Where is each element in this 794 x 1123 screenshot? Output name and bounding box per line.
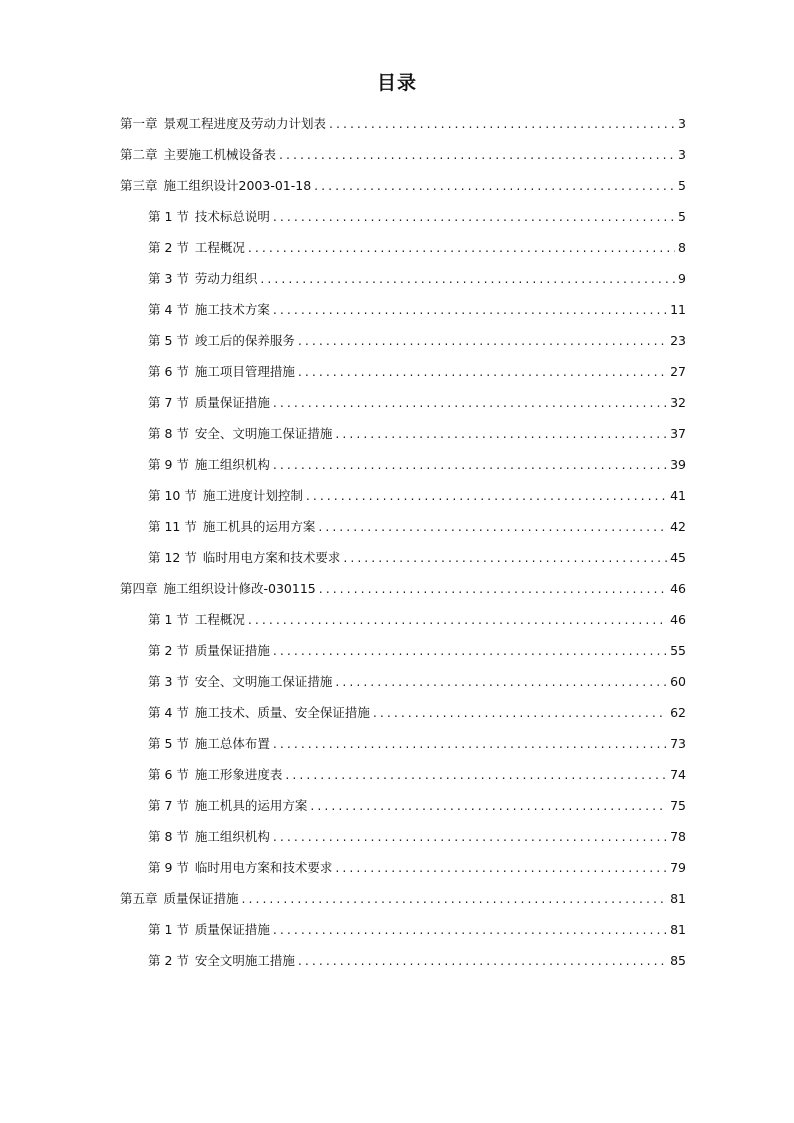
toc-entry-text: 施工机具的运用方案 [194,797,308,813]
toc-entry[interactable] [120,759,686,790]
toc-page-number: 27 [670,363,686,379]
toc-dot-leader [273,643,667,659]
toc-entry-label [148,209,270,225]
toc-entry-text: 施工机具的运用方案 [202,518,316,534]
toc-entry-number: 第 6 节 [148,363,189,379]
toc-entry-number: 第 11 节 [148,518,197,534]
toc-entry-text: 施工技术、质量、安全保证措施 [194,704,370,720]
toc-entry-number: 第 2 节 [148,239,189,255]
toc-entry-number: 第 1 节 [148,208,189,224]
toc-page-number: 32 [670,394,686,410]
toc-entry[interactable] [120,666,686,697]
toc-page-number: 9 [678,270,686,286]
toc-page-number: 42 [670,518,686,534]
toc-entry[interactable] [120,480,686,511]
toc-entry[interactable] [120,387,686,418]
toc-entry-label [148,488,303,504]
toc-page-number: 62 [670,704,686,720]
toc-entry[interactable] [120,201,686,232]
toc-entry-number: 第 3 节 [148,270,189,286]
toc-entry-text: 技术标总说明 [194,208,270,224]
toc-entry-text: 施工进度计划控制 [202,487,303,503]
toc-entry-label [148,612,245,628]
toc-page-number: 3 [678,146,686,162]
toc-dot-leader [298,953,667,969]
toc-page-number: 55 [670,642,686,658]
toc-entry-number: 第 9 节 [148,456,189,472]
toc-entry-label [148,860,332,876]
toc-entry-text: 安全文明施工措施 [194,952,295,968]
toc-entry-label [148,426,332,442]
toc-entry[interactable] [120,852,686,883]
toc-entry-label [148,767,282,783]
toc-page-number: 60 [670,673,686,689]
toc-entry-label [148,271,257,287]
toc-dot-leader [260,271,675,287]
toc-entry-text: 施工项目管理措施 [194,363,295,379]
toc-entry-label [148,953,295,969]
toc-entry-text: 质量保证措施 [194,921,270,937]
toc-entry-text: 质量保证措施 [163,890,239,906]
toc-entry-label [120,581,316,597]
toc-entry-label [148,519,315,535]
toc-entry-text: 临时用电方案和技术要求 [202,549,341,565]
toc-entry-number: 第 1 节 [148,921,189,937]
toc-entry-number: 第四章 [120,580,158,596]
toc-entry-label [148,457,270,473]
toc-dot-leader [314,178,675,194]
toc-dot-leader [335,426,667,442]
toc-page-number: 85 [670,952,686,968]
toc-dot-leader [335,860,667,876]
toc-entry-label [148,302,270,318]
toc-entry[interactable] [120,697,686,728]
toc-entry[interactable] [120,511,686,542]
toc-entry-number: 第 2 节 [148,952,189,968]
toc-entry-label [148,550,340,566]
toc-dot-leader [242,891,668,907]
toc-entry-text: 竣工后的保养服务 [194,332,295,348]
toc-entry-label [148,395,270,411]
toc-dot-leader [279,147,675,163]
toc-dot-leader [318,519,667,535]
toc-page-number: 75 [670,797,686,813]
toc-page-number: 3 [678,115,686,131]
page-title: 目录 [376,72,417,94]
toc-entry-number: 第一章 [120,115,158,131]
toc-page-number: 41 [670,487,686,503]
toc-entry-text: 施工组织设计2003-01-18 [163,177,312,193]
toc-entry[interactable] [120,263,686,294]
toc-entry[interactable] [120,573,686,604]
toc-dot-leader [285,767,667,783]
toc-entry-number: 第 4 节 [148,301,189,317]
table-of-contents [120,108,686,976]
toc-page-number: 74 [670,766,686,782]
toc-entry-text: 景观工程进度及劳动力计划表 [163,115,327,131]
toc-dot-leader [273,457,667,473]
toc-entry-label [148,333,295,349]
toc-entry-number: 第 8 节 [148,425,189,441]
toc-entry-text: 施工形象进度表 [194,766,283,782]
toc-entry-number: 第 1 节 [148,611,189,627]
toc-entry-number: 第三章 [120,177,158,193]
toc-entry-text: 质量保证措施 [194,642,270,658]
toc-entry-label [120,178,311,194]
toc-dot-leader [319,581,667,597]
toc-page-number: 11 [670,301,686,317]
toc-entry[interactable] [120,170,686,201]
toc-dot-leader [273,302,667,318]
toc-page-number: 78 [670,828,686,844]
toc-page-number: 46 [670,611,686,627]
toc-dot-leader [310,798,667,814]
toc-dot-leader [306,488,667,504]
toc-entry-label [148,364,295,380]
toc-entry-text: 劳动力组织 [194,270,258,286]
toc-entry-text: 施工组织机构 [194,828,270,844]
toc-entry[interactable] [120,108,686,139]
toc-entry-label [148,829,270,845]
toc-entry-text: 安全、文明施工保证措施 [194,425,333,441]
toc-entry-label [120,147,276,163]
toc-entry-text: 施工组织设计修改-030115 [163,580,316,596]
toc-entry[interactable] [120,232,686,263]
toc-entry-number: 第 4 节 [148,704,189,720]
toc-entry-text: 工程概况 [194,239,245,255]
toc-dot-leader [273,829,667,845]
toc-dot-leader [273,736,667,752]
toc-dot-leader [273,209,675,225]
toc-entry[interactable] [120,821,686,852]
toc-entry-number: 第 3 节 [148,673,189,689]
toc-entry[interactable] [120,356,686,387]
toc-entry-text: 施工技术方案 [194,301,270,317]
toc-entry-text: 主要施工机械设备表 [163,146,277,162]
toc-entry-number: 第 12 节 [148,549,197,565]
toc-dot-leader [248,612,667,628]
toc-dot-leader [298,364,667,380]
toc-entry-label [120,891,239,907]
toc-entry[interactable] [120,325,686,356]
toc-entry[interactable] [120,883,686,914]
toc-entry-text: 施工组织机构 [194,456,270,472]
toc-entry-label [148,922,270,938]
toc-dot-leader [329,116,675,132]
toc-entry-number: 第 7 节 [148,394,189,410]
toc-entry[interactable] [120,914,686,945]
toc-page-number: 37 [670,425,686,441]
toc-entry-number: 第 9 节 [148,859,189,875]
toc-entry-number: 第 5 节 [148,332,189,348]
toc-entry-label [148,705,370,721]
toc-page-number: 46 [670,580,686,596]
toc-entry-text: 施工总体布置 [194,735,270,751]
toc-dot-leader [273,395,667,411]
toc-page-number: 5 [678,177,686,193]
toc-entry-number: 第 5 节 [148,735,189,751]
toc-page-number: 39 [670,456,686,472]
toc-entry[interactable] [120,418,686,449]
toc-dot-leader [335,674,667,690]
toc-entry-label [148,674,332,690]
toc-entry-number: 第 6 节 [148,766,189,782]
toc-entry[interactable] [120,728,686,759]
toc-entry-text: 安全、文明施工保证措施 [194,673,333,689]
toc-entry-text: 质量保证措施 [194,394,270,410]
toc-dot-leader [343,550,667,566]
toc-entry[interactable] [120,790,686,821]
toc-entry-label [120,116,326,132]
toc-entry-label [148,736,270,752]
toc-entry-number: 第 7 节 [148,797,189,813]
toc-entry-number: 第二章 [120,146,158,162]
toc-entry[interactable] [120,449,686,480]
toc-page-number: 79 [670,859,686,875]
toc-dot-leader [273,922,667,938]
toc-entry-number: 第 8 节 [148,828,189,844]
toc-dot-leader [373,705,667,721]
toc-page-number: 81 [670,921,686,937]
toc-entry[interactable] [120,604,686,635]
toc-entry[interactable] [120,635,686,666]
toc-entry-text: 工程概况 [194,611,245,627]
toc-entry[interactable] [120,945,686,976]
toc-entry-text: 临时用电方案和技术要求 [194,859,333,875]
toc-page-number: 23 [670,332,686,348]
toc-entry[interactable] [120,139,686,170]
toc-entry-label [148,798,307,814]
toc-entry-number: 第 10 节 [148,487,197,503]
toc-dot-leader [248,240,675,256]
toc-entry-number: 第 2 节 [148,642,189,658]
toc-page-number: 81 [670,890,686,906]
toc-page-number: 45 [670,549,686,565]
toc-entry[interactable] [120,294,686,325]
toc-page-number: 8 [678,239,686,255]
toc-page-number: 5 [678,208,686,224]
toc-page-number: 73 [670,735,686,751]
toc-entry[interactable] [120,542,686,573]
toc-entry-label [148,643,270,659]
toc-dot-leader [298,333,667,349]
toc-entry-number: 第五章 [120,890,158,906]
toc-entry-label [148,240,245,256]
